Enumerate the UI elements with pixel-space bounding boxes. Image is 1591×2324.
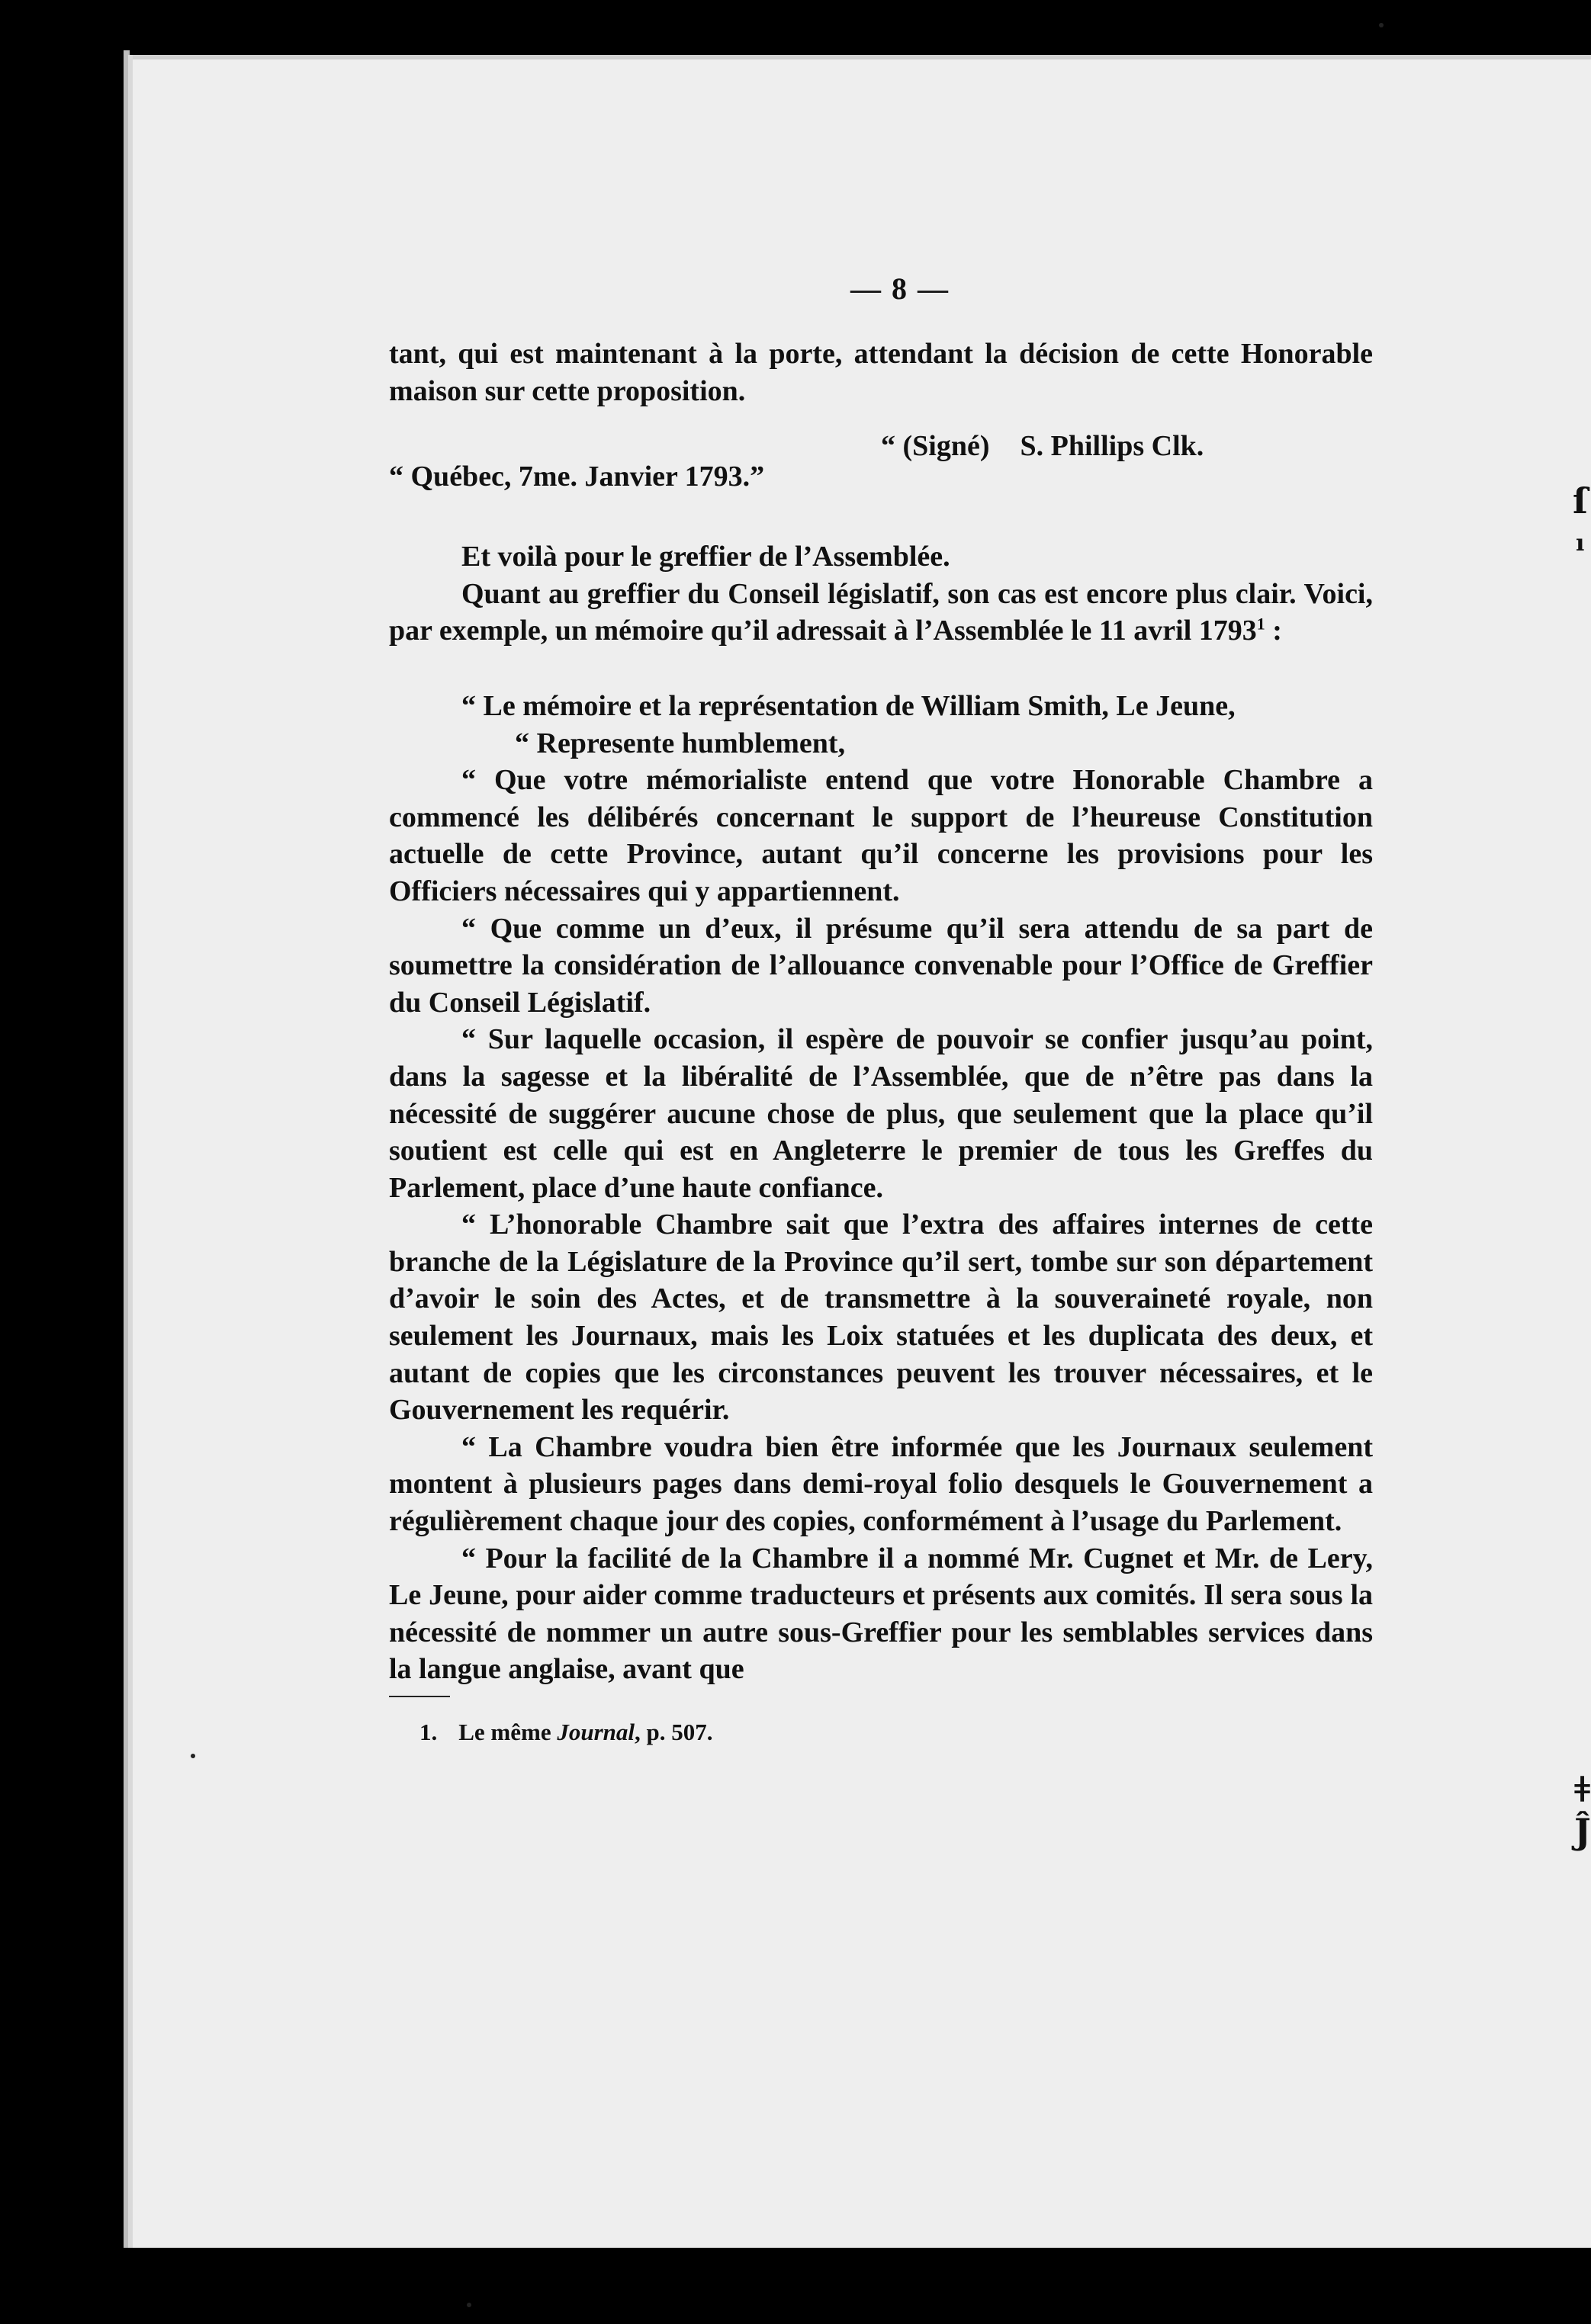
signature-block <box>389 428 1373 538</box>
scan-speck <box>467 2303 471 2307</box>
footnote-suffix: , p. 507. <box>635 1719 713 1745</box>
quote-memoire-title: “ Le mémoire et la représentation de William Smith, Le Jeune, <box>461 689 1236 722</box>
adjacent-page-strip: ſ ı ǂ Ĵ <box>1573 480 1591 1852</box>
signature-name: S. Phillips Clk. <box>1020 430 1204 463</box>
scan-speck <box>1379 23 1384 27</box>
footnote-journal: Journal <box>557 1719 635 1745</box>
page-number: — 8 — <box>850 271 950 306</box>
quote-paragraph: “ Sur laquelle occasion, il espère de pouvoir se confier jusqu’au point, dans la sagesse et la libéralité de l’Assemblée, que de n’être pas dans la nécessité de suggérer aucune chose de plus, que seulement que la place qu’il soutient est celle qui est en Angleterre le premier de tous les Greffes du Parlement, place d’une haute confiance. <box>389 1023 1373 1204</box>
quote-represente: “ Represente humblement, <box>515 727 846 759</box>
signature <box>881 428 1204 465</box>
paragraph-continuation: tant, qui est maintenant à la porte, attendant la décision de cette Honorable maison sur cette proposition. <box>389 338 1373 407</box>
footnote-ref: 1 <box>1256 614 1265 634</box>
scan-speck <box>191 1754 195 1758</box>
footnote-prefix: Le même <box>458 1719 558 1745</box>
signature-place-date: “ Québec, 7me. Janvier 1793.” <box>389 461 765 493</box>
footnote-number: 1. <box>419 1719 438 1745</box>
paragraph-conseil-end: : <box>1265 615 1282 647</box>
quote-paragraph: “ Que votre mémorialiste entend que votre Honorable Chambre a commencé les délibérés concernant le support de l’heureuse Constitution actuelle de cette Province, autant qu’il concerne les provisions pour les Officiers nécessaires qui y appartiennent. <box>389 764 1373 907</box>
quote-paragraph: “ Pour la facilité de la Chambre il a nommé Mr. Cugnet et Mr. de Lery, Le Jeune, pour aider comme traducteurs et présents aux comités. Il sera sous la nécessité de nommer un autre sous-Greffier pour les semblables services dans la langue anglaise, avant que <box>389 1542 1373 1686</box>
footnote <box>419 1714 1373 1751</box>
body-text <box>389 335 1373 1751</box>
quote-paragraph: “ La Chambre voudra bien être informée que les Journaux seulement montent à plusieurs pages dans demi-royal folio desquels le Gouvernement a régulièrement chaque jour des copies, conformément à l’usage du Parlement. <box>389 1430 1373 1538</box>
paragraph-assemblee: Et voilà pour le greffier de l’Assemblée. <box>461 541 950 573</box>
footnote-rule <box>389 1696 450 1697</box>
signature-signe: “ (Signé) <box>881 430 990 463</box>
paragraph-conseil-text: Quant au greffier du Conseil législatif, son cas est encore plus clair. Voici, par exemple, un mémoire qu’il adressait à l’Assemblée le 11 avril 1793 <box>389 577 1373 647</box>
quote-paragraph: “ Que comme un d’eux, il présume qu’il sera attendu de sa part de soumettre la considération de l’allouance convenable pour l’Office de Greffier du Conseil Législatif. <box>389 912 1373 1019</box>
quote-paragraph: “ L’honorable Chambre sait que l’extra des affaires internes de cette branche de la Législature de la Province qu’il sert, tombe sur son département d’avoir le soin des Actes, et de transmettre à la souveraineté royale, non seulement les Journaux, mais les Loix statuées et les duplicata des deux, et autant de copies que les circonstances peuvent les trouver nécessaires, et le Gouvernement les requérir. <box>389 1209 1373 1427</box>
paragraph-conseil <box>389 576 1373 650</box>
